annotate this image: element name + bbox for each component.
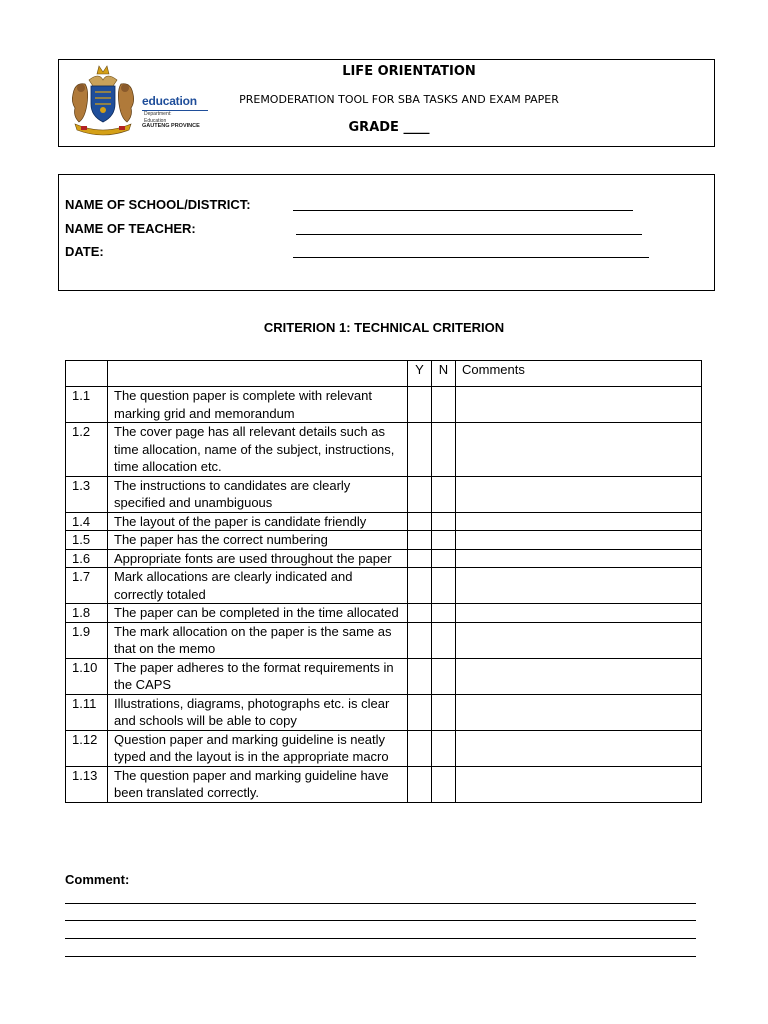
row-no-cell[interactable] [432,604,456,623]
row-yes-cell[interactable] [408,549,432,568]
logo-education-line: Education [144,118,167,124]
row-comments-cell[interactable] [456,694,702,730]
row-yes-cell[interactable] [408,568,432,604]
row-number: 1.13 [66,766,108,802]
row-criterion-text: The cover page has all relevant details such as time allocation, name of the subject, instructions, time allocation etc. [108,423,408,477]
table-row [66,549,702,568]
row-criterion-text: Mark allocations are clearly indicated and correctly totaled [108,568,408,604]
row-no-cell[interactable] [432,476,456,512]
logo-wordmark: education [142,94,197,108]
row-no-cell[interactable] [432,531,456,550]
row-no-cell[interactable] [432,423,456,477]
row-number: 1.12 [66,730,108,766]
row-comments-cell[interactable] [456,549,702,568]
school-district-input-line[interactable] [293,210,633,211]
table-row [66,622,702,658]
table-row [66,423,702,477]
document-subtitle: PREMODERATION TOOL FOR SBA TASKS AND EXAM PAPER [239,93,559,106]
row-no-cell[interactable] [432,387,456,423]
table-row [66,568,702,604]
table-row [66,476,702,512]
row-number: 1.6 [66,549,108,568]
row-yes-cell[interactable] [408,476,432,512]
row-criterion-text: The paper can be completed in the time allocated [108,604,408,623]
header-cell-criterion [108,361,408,387]
criteria-table [65,360,702,803]
teacher-input-line[interactable] [296,234,642,235]
row-no-cell[interactable] [432,568,456,604]
header-box [58,59,715,147]
row-number: 1.4 [66,512,108,531]
row-yes-cell[interactable] [408,730,432,766]
row-no-cell[interactable] [432,766,456,802]
row-criterion-text: The question paper is complete with relevant marking grid and memorandum [108,387,408,423]
table-row [66,730,702,766]
header-cell-no: N [432,361,456,387]
row-number: 1.9 [66,622,108,658]
row-no-cell[interactable] [432,730,456,766]
table-row [66,531,702,550]
row-criterion-text: Illustrations, diagrams, photographs etc. is clear and schools will be able to copy [108,694,408,730]
logo-province: GAUTENG PROVINCE [142,123,200,129]
date-input-line[interactable] [293,257,649,258]
row-no-cell[interactable] [432,549,456,568]
row-comments-cell[interactable] [456,766,702,802]
row-comments-cell[interactable] [456,568,702,604]
row-no-cell[interactable] [432,512,456,531]
date-label: DATE: [65,244,104,259]
school-district-label: NAME OF SCHOOL/DISTRICT: [65,197,251,212]
row-comments-cell[interactable] [456,604,702,623]
table-header-row [66,361,702,387]
coat-of-arms-icon [69,64,141,138]
row-criterion-text: Question paper and marking guideline is neatly typed and the layout is in the appropriate macro [108,730,408,766]
grade-field: GRADE ____ [348,120,430,135]
table-row [66,387,702,423]
table-row [66,658,702,694]
comment-line[interactable] [65,920,696,921]
row-yes-cell[interactable] [408,766,432,802]
row-number: 1.5 [66,531,108,550]
row-yes-cell[interactable] [408,694,432,730]
info-box [58,174,715,291]
row-no-cell[interactable] [432,658,456,694]
row-comments-cell[interactable] [456,531,702,550]
header-cell-number [66,361,108,387]
row-comments-cell[interactable] [456,658,702,694]
criterion-heading: CRITERION 1: TECHNICAL CRITERION [263,320,505,335]
comment-line[interactable] [65,956,696,957]
row-number: 1.8 [66,604,108,623]
row-yes-cell[interactable] [408,604,432,623]
row-yes-cell[interactable] [408,531,432,550]
document-title: LIFE ORIENTATION [342,64,476,79]
row-comments-cell[interactable] [456,622,702,658]
teacher-label: NAME OF TEACHER: [65,221,196,236]
table-row [66,604,702,623]
comment-label: Comment: [65,872,130,887]
row-comments-cell[interactable] [456,730,702,766]
row-criterion-text: The instructions to candidates are clearly specified and unambiguous [108,476,408,512]
row-comments-cell[interactable] [456,423,702,477]
row-comments-cell[interactable] [456,512,702,531]
row-number: 1.10 [66,658,108,694]
row-yes-cell[interactable] [408,658,432,694]
row-criterion-text: The paper adheres to the format requirements in the CAPS [108,658,408,694]
row-criterion-text: The question paper and marking guideline have been translated correctly. [108,766,408,802]
row-criterion-text: The paper has the correct numbering [108,531,408,550]
row-number: 1.3 [66,476,108,512]
row-criterion-text: The mark allocation on the paper is the same as that on the memo [108,622,408,658]
row-number: 1.1 [66,387,108,423]
header-cell-comments: Comments [456,361,702,387]
row-criterion-text: The layout of the paper is candidate friendly [108,512,408,531]
table-row [66,512,702,531]
row-no-cell[interactable] [432,622,456,658]
row-comments-cell[interactable] [456,387,702,423]
row-criterion-text: Appropriate fonts are used throughout the paper [108,549,408,568]
comment-line[interactable] [65,903,696,904]
row-yes-cell[interactable] [408,512,432,531]
row-yes-cell[interactable] [408,423,432,477]
row-comments-cell[interactable] [456,476,702,512]
row-yes-cell[interactable] [408,387,432,423]
gauteng-education-logo [69,64,209,138]
row-no-cell[interactable] [432,694,456,730]
table-row [66,694,702,730]
row-number: 1.2 [66,423,108,477]
logo-department-line: Department: [144,111,172,117]
header-cell-yes: Y [408,361,432,387]
row-number: 1.11 [66,694,108,730]
table-row [66,766,702,802]
row-yes-cell[interactable] [408,622,432,658]
comment-line[interactable] [65,938,696,939]
row-number: 1.7 [66,568,108,604]
